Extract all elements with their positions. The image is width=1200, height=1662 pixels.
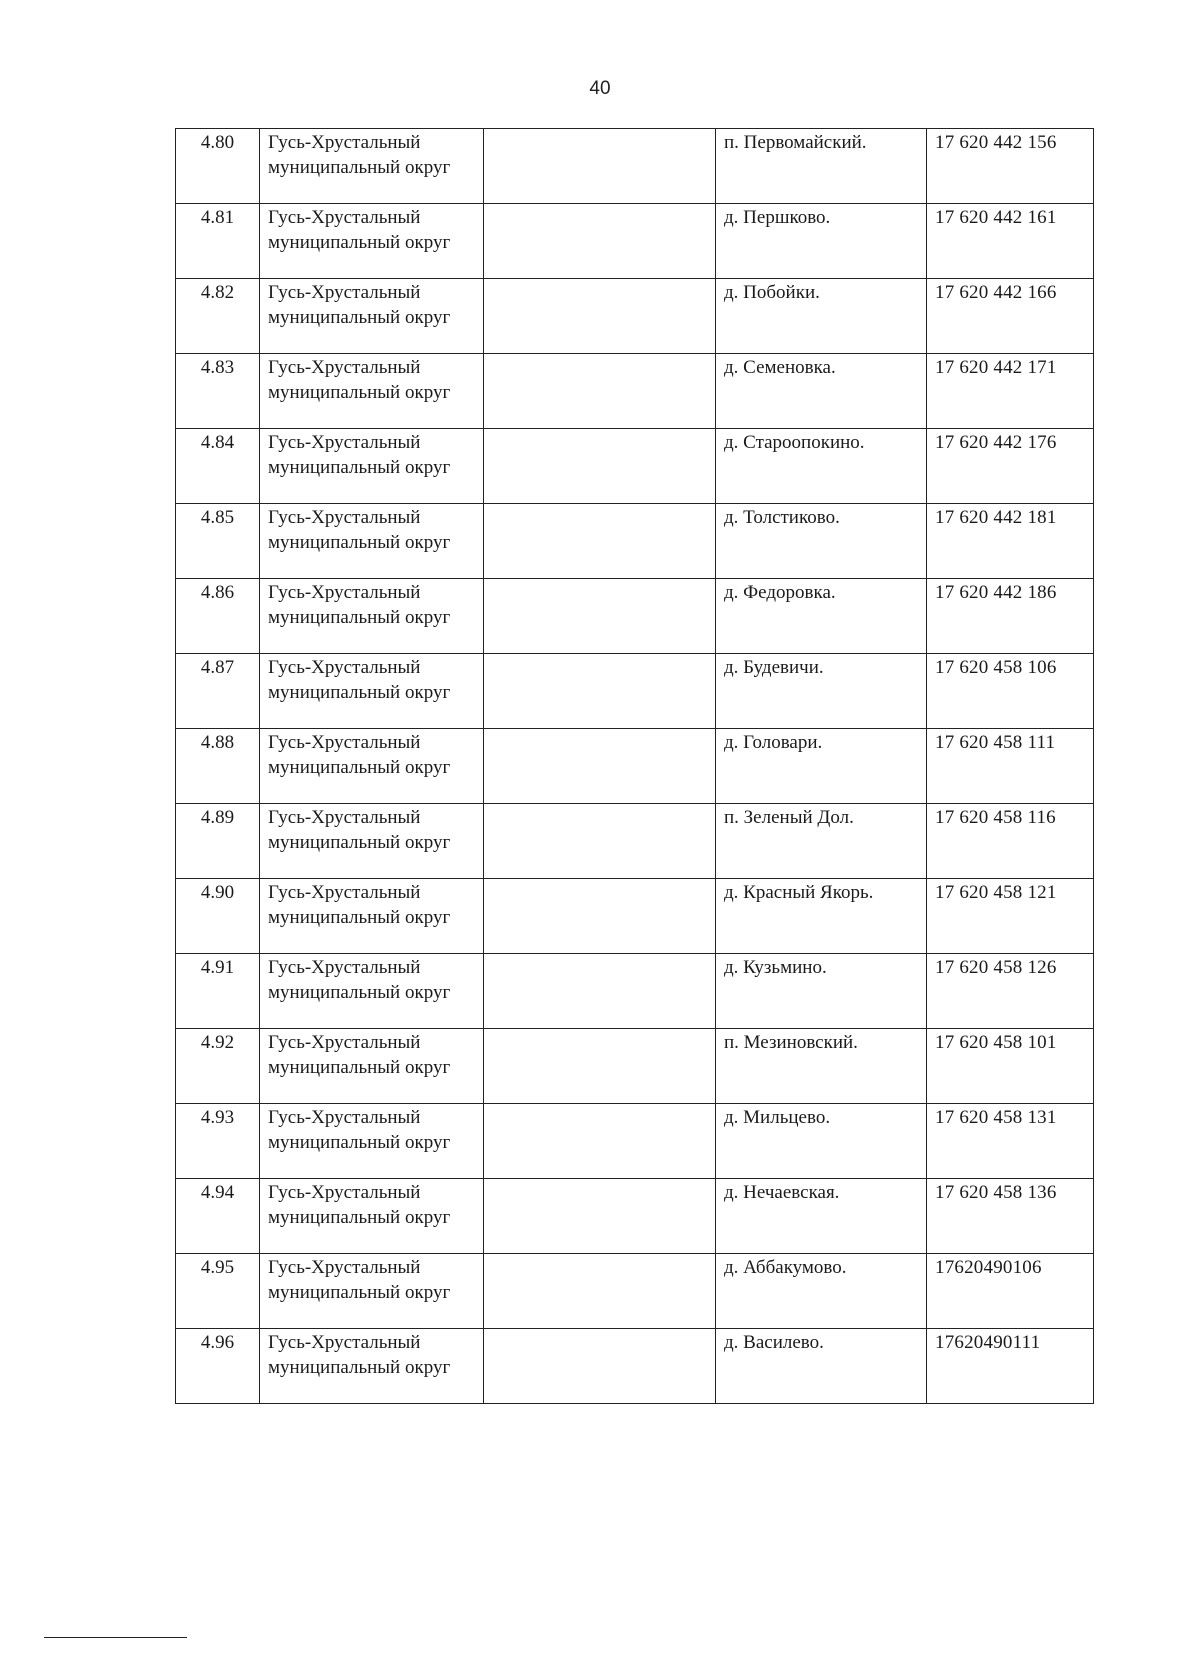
row-number: 4.82 xyxy=(176,279,260,354)
oktmo-code: 17 620 458 111 xyxy=(927,729,1094,804)
district-name: Гусь-Хрустальный муниципальный округ xyxy=(260,354,484,429)
district-name: Гусь-Хрустальный муниципальный округ xyxy=(260,279,484,354)
row-number: 4.84 xyxy=(176,429,260,504)
row-number: 4.80 xyxy=(176,129,260,204)
table-row xyxy=(176,129,1094,204)
row-number: 4.90 xyxy=(176,879,260,954)
footnote-separator xyxy=(44,1637,187,1638)
settlement-name: п. Зеленый Дол. xyxy=(716,804,927,879)
district-name: Гусь-Хрустальный муниципальный округ xyxy=(260,1179,484,1254)
district-name: Гусь-Хрустальный муниципальный округ xyxy=(260,129,484,204)
oktmo-code: 17 620 442 156 xyxy=(927,129,1094,204)
table-row xyxy=(176,1179,1094,1254)
settlement-name: д. Головари. xyxy=(716,729,927,804)
table-row xyxy=(176,504,1094,579)
settlement-name: д. Василево. xyxy=(716,1329,927,1404)
oktmo-code: 17 620 458 131 xyxy=(927,1104,1094,1179)
district-name: Гусь-Хрустальный муниципальный округ xyxy=(260,1104,484,1179)
oktmo-code: 17 620 458 116 xyxy=(927,804,1094,879)
oktmo-code: 17 620 442 166 xyxy=(927,279,1094,354)
row-number: 4.92 xyxy=(176,1029,260,1104)
table-row xyxy=(176,804,1094,879)
settlement-name: д. Семеновка. xyxy=(716,354,927,429)
district-name: Гусь-Хрустальный муниципальный округ xyxy=(260,429,484,504)
table-row xyxy=(176,1254,1094,1329)
table-row xyxy=(176,954,1094,1029)
row-number: 4.81 xyxy=(176,204,260,279)
row-number: 4.89 xyxy=(176,804,260,879)
district-name: Гусь-Хрустальный муниципальный округ xyxy=(260,729,484,804)
oktmo-code: 17 620 442 181 xyxy=(927,504,1094,579)
table-row xyxy=(176,1329,1094,1404)
empty-cell xyxy=(484,354,716,429)
district-name: Гусь-Хрустальный муниципальный округ xyxy=(260,654,484,729)
oktmo-code: 17 620 442 171 xyxy=(927,354,1094,429)
settlement-name: д. Першково. xyxy=(716,204,927,279)
district-name: Гусь-Хрустальный муниципальный округ xyxy=(260,879,484,954)
row-number: 4.94 xyxy=(176,1179,260,1254)
row-number: 4.83 xyxy=(176,354,260,429)
oktmo-code: 17 620 442 161 xyxy=(927,204,1094,279)
oktmo-code: 17 620 458 136 xyxy=(927,1179,1094,1254)
row-number: 4.86 xyxy=(176,579,260,654)
empty-cell xyxy=(484,879,716,954)
empty-cell xyxy=(484,1029,716,1104)
table-row xyxy=(176,1029,1094,1104)
district-name: Гусь-Хрустальный муниципальный округ xyxy=(260,204,484,279)
table-row xyxy=(176,1104,1094,1179)
settlement-name: д. Нечаевская. xyxy=(716,1179,927,1254)
table-row xyxy=(176,654,1094,729)
empty-cell xyxy=(484,729,716,804)
table-body xyxy=(176,129,1094,1404)
empty-cell xyxy=(484,429,716,504)
district-name: Гусь-Хрустальный муниципальный округ xyxy=(260,804,484,879)
row-number: 4.95 xyxy=(176,1254,260,1329)
oktmo-code: 17 620 458 106 xyxy=(927,654,1094,729)
empty-cell xyxy=(484,804,716,879)
empty-cell xyxy=(484,1179,716,1254)
empty-cell xyxy=(484,954,716,1029)
district-name: Гусь-Хрустальный муниципальный округ xyxy=(260,504,484,579)
empty-cell xyxy=(484,204,716,279)
district-name: Гусь-Хрустальный муниципальный округ xyxy=(260,1254,484,1329)
table-row xyxy=(176,879,1094,954)
row-number: 4.87 xyxy=(176,654,260,729)
settlement-name: д. Староопокино. xyxy=(716,429,927,504)
district-name: Гусь-Хрустальный муниципальный округ xyxy=(260,579,484,654)
oktmo-code: 17 620 458 101 xyxy=(927,1029,1094,1104)
row-number: 4.91 xyxy=(176,954,260,1029)
settlement-name: д. Аббакумово. xyxy=(716,1254,927,1329)
row-number: 4.96 xyxy=(176,1329,260,1404)
settlement-name: д. Красный Якорь. xyxy=(716,879,927,954)
table-row xyxy=(176,579,1094,654)
settlement-name: д. Мильцево. xyxy=(716,1104,927,1179)
settlement-name: п. Мезиновский. xyxy=(716,1029,927,1104)
settlement-name: п. Первомайский. xyxy=(716,129,927,204)
empty-cell xyxy=(484,1104,716,1179)
page-number: 40 xyxy=(589,78,611,99)
row-number: 4.85 xyxy=(176,504,260,579)
table-row xyxy=(176,204,1094,279)
row-number: 4.93 xyxy=(176,1104,260,1179)
oktmo-code: 17620490106 xyxy=(927,1254,1094,1329)
empty-cell xyxy=(484,279,716,354)
settlement-name: д. Побойки. xyxy=(716,279,927,354)
table-row xyxy=(176,279,1094,354)
oktmo-code: 17 620 458 126 xyxy=(927,954,1094,1029)
empty-cell xyxy=(484,654,716,729)
district-name: Гусь-Хрустальный муниципальный округ xyxy=(260,1329,484,1404)
oktmo-code: 17 620 442 176 xyxy=(927,429,1094,504)
settlement-name: д. Толстиково. xyxy=(716,504,927,579)
district-name: Гусь-Хрустальный муниципальный округ xyxy=(260,1029,484,1104)
settlement-name: д. Будевичи. xyxy=(716,654,927,729)
empty-cell xyxy=(484,1329,716,1404)
district-name: Гусь-Хрустальный муниципальный округ xyxy=(260,954,484,1029)
table-row xyxy=(176,729,1094,804)
empty-cell xyxy=(484,129,716,204)
settlement-name: д. Федоровка. xyxy=(716,579,927,654)
oktmo-code: 17 620 458 121 xyxy=(927,879,1094,954)
empty-cell xyxy=(484,1254,716,1329)
table-row xyxy=(176,429,1094,504)
settlement-name: д. Кузьмино. xyxy=(716,954,927,1029)
settlement-table xyxy=(175,128,1094,1404)
empty-cell xyxy=(484,504,716,579)
oktmo-code: 17620490111 xyxy=(927,1329,1094,1404)
oktmo-code: 17 620 442 186 xyxy=(927,579,1094,654)
empty-cell xyxy=(484,579,716,654)
table-row xyxy=(176,354,1094,429)
row-number: 4.88 xyxy=(176,729,260,804)
